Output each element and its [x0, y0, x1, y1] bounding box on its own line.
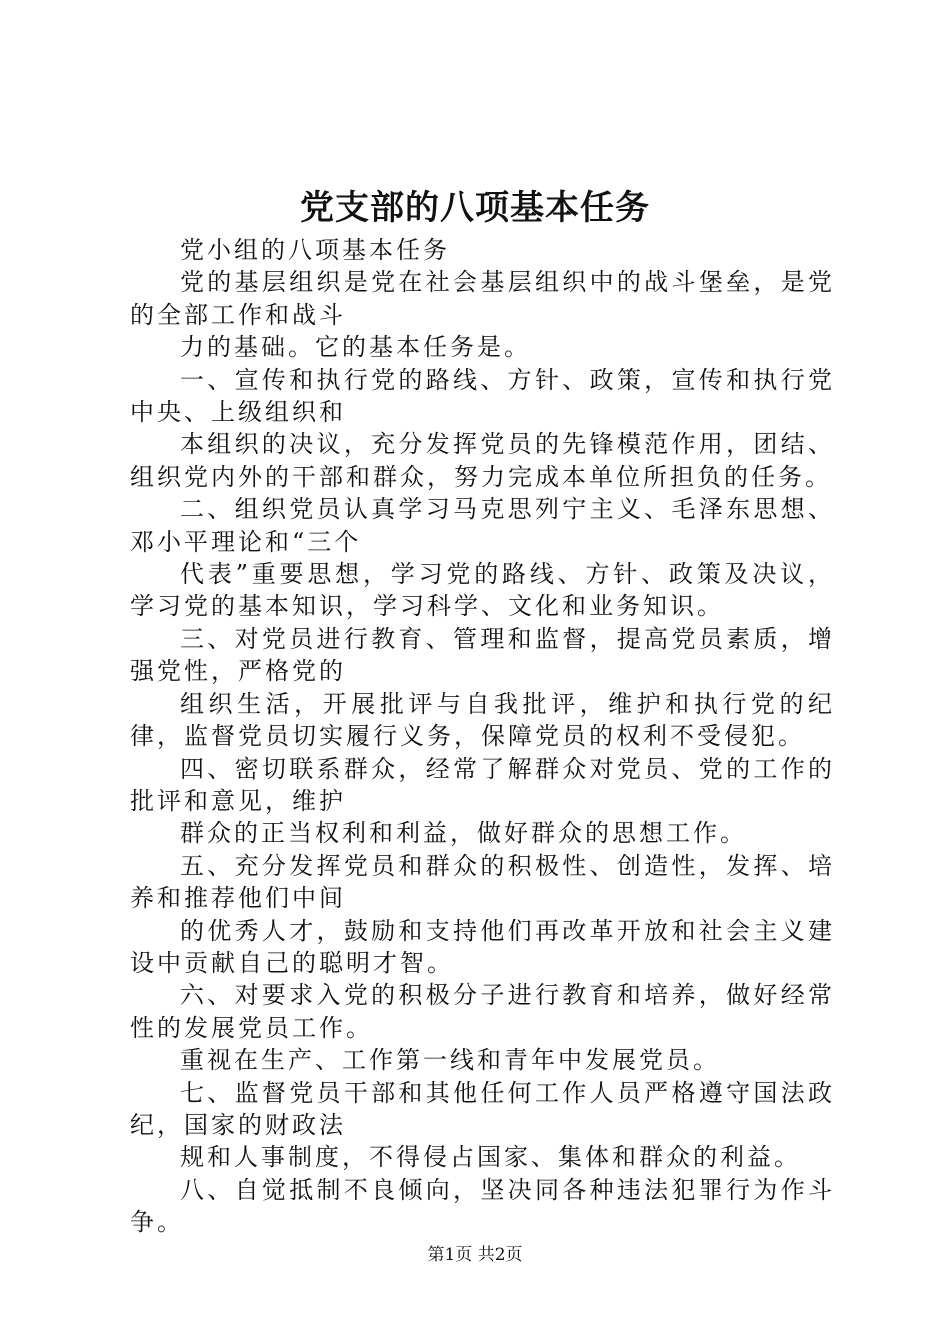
paragraph-17: 规和人事制度，不得侵占国家、集体和群众的利益。: [180, 1143, 801, 1172]
paragraph-1: 党小组的八项基本任务: [180, 236, 450, 264]
paragraph-14: 六、对要求入党的积极分子进行教育和培养，做好经常性的发展党员工作。: [130, 981, 835, 1042]
paragraph-4: 一、宣传和执行党的路线、方针、政策，宣传和执行党中央、上级组织和: [130, 365, 835, 427]
paragraph-16: 七、监督党员干部和其他任何工作人员严格遵守国法政纪，国家的财政法: [130, 1078, 835, 1139]
paragraph-10: 四、密切联系群众，经常了解群众对党员、党的工作的批评和意见，维护: [130, 754, 835, 815]
document-body: [130, 234, 835, 1239]
paragraph-3: 力的基础。它的基本任务是。: [180, 333, 531, 362]
paragraph-13: 的优秀人才，鼓励和支持他们再改革开放和社会主义建设中贡献自己的聪明才智。: [130, 916, 835, 977]
paragraph-15: 重视在生产、工作第一线和青年中发展党员。: [180, 1046, 720, 1075]
paragraph-11: 群众的正当权利和利益，做好群众的思想工作。: [180, 819, 747, 848]
paragraph-12: 五、充分发挥党员和群众的积极性、创造性，发挥、培养和推荐他们中间: [130, 851, 835, 913]
page-number-footer: 第1页 共2页: [427, 1245, 523, 1265]
paragraph-18: 八、自觉抵制不良倾向，坚决同各种违法犯罪行为作斗争。: [130, 1175, 835, 1237]
paragraph-2: 党的基层组织是党在社会基层组织中的战斗堡垒，是党的全部工作和战斗: [130, 268, 835, 329]
document-title: 党支部的八项基本任务: [300, 188, 650, 228]
paragraph-9: 组织生活，开展批评与自我批评，维护和执行党的纪律，监督党员切实履行义务，保障党员的权利不受侵犯。: [130, 689, 835, 751]
paragraph-6: 二、组织党员认真学习马克思列宁主义、毛泽东思想、邓小平理论和“三个: [130, 495, 835, 556]
paragraph-8: 三、对党员进行教育、管理和监督，提高党员素质，增强党性，严格党的: [130, 624, 835, 686]
paragraph-5: 本组织的决议，充分发挥党员的先锋模范作用，团结、组织党内外的干部和群众，努力完成本单位所担负的任务。: [130, 430, 835, 491]
paragraph-7: 代表”重要思想，学习党的路线、方针、政策及决议，学习党的基本知识，学习科学、文化和业务知识。: [130, 560, 835, 621]
